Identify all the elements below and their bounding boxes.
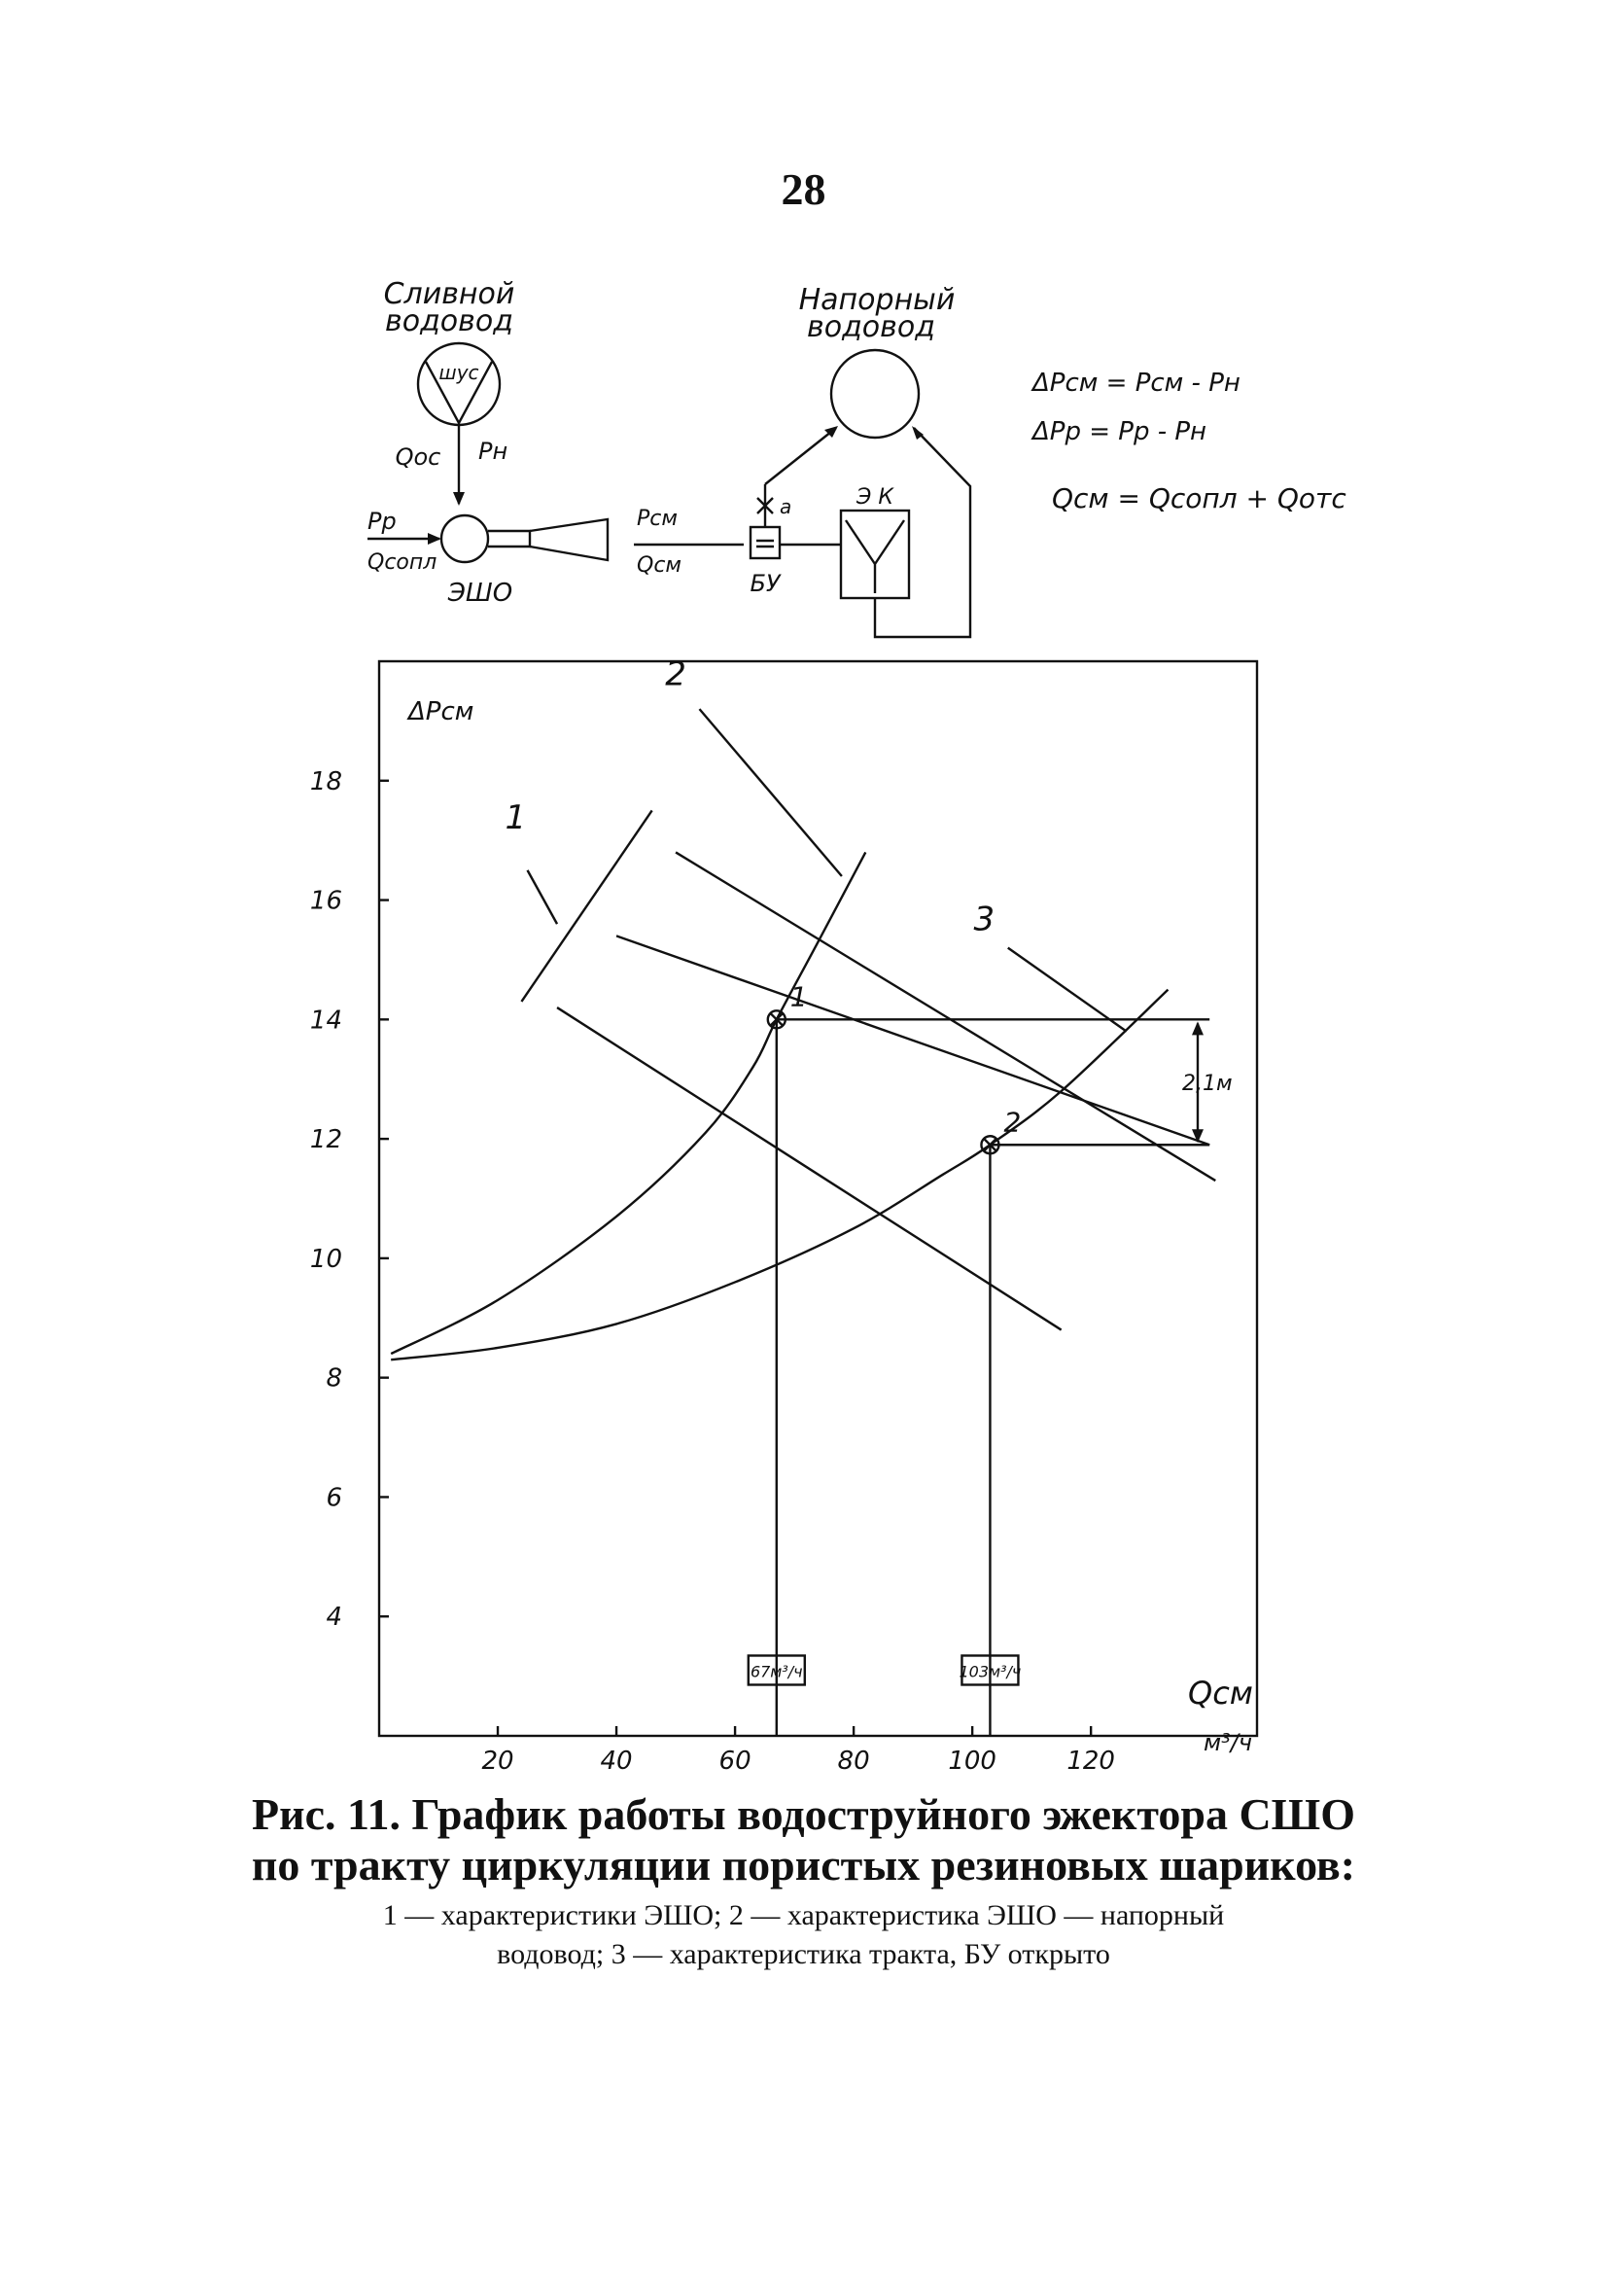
x-tick-label: 80: [837, 1747, 870, 1776]
delta-annotation: 2,1м: [1181, 1071, 1233, 1096]
arrow-down-icon: [1192, 1129, 1204, 1143]
arrow-up-icon: [1192, 1021, 1204, 1035]
point-value-label: 103м³/ч: [959, 1662, 1022, 1681]
formula-delta-psm: ΔPсм = Pсм - Pн: [1032, 369, 1240, 398]
x-ticks: [481, 1726, 1115, 1776]
ek-label: Э К: [856, 485, 893, 510]
drain-title-line2: водовод: [385, 304, 513, 338]
caption-legend-line2: водовод; 3 — характеристика тракта, БУ открыто: [497, 1938, 1110, 1970]
drain-title-line1: Сливной: [383, 277, 515, 311]
x-tick-label: 20: [481, 1747, 514, 1776]
x-tick-label: 100: [948, 1747, 996, 1776]
series-line-1: [676, 852, 1215, 1181]
leader-2: [699, 709, 841, 876]
series-line-1: [557, 1007, 1062, 1330]
y-tick-label: 4: [326, 1603, 342, 1633]
page-number: 28: [781, 164, 826, 214]
esho-label: ЭШО: [447, 579, 513, 608]
curve-labels: [506, 655, 1127, 1032]
y-tick-label: 10: [309, 1244, 342, 1274]
x-axis-label: Qсм: [1188, 1675, 1253, 1712]
leader-1: [528, 870, 558, 924]
y-axis-label: ΔPсм: [408, 697, 474, 726]
q-oc-label: Qос: [395, 443, 441, 471]
y-tick-label: 12: [309, 1125, 342, 1155]
x-tick-label: 60: [718, 1747, 751, 1776]
curve-label-3: 3: [973, 900, 996, 939]
series-group: [391, 852, 1215, 1360]
p-sm-label: Pсм: [637, 507, 678, 531]
y-tick-label: 14: [309, 1006, 342, 1036]
caption-legend-line1: 1 — характеристики ЭШО; 2 — характеристика ЭШО — напорный: [382, 1899, 1225, 1931]
point-label: 2: [1003, 1106, 1022, 1139]
curve-1-stroke: [521, 810, 651, 1001]
point-value-label: 67м³/ч: [750, 1662, 803, 1681]
q-sopl-label: Qсопл: [367, 550, 437, 575]
y-tick-label: 18: [309, 766, 342, 796]
formula-qsm: Qсм = Qсопл + Qотс: [1052, 482, 1346, 514]
bu-label: БУ: [750, 570, 781, 597]
curve-label-2: 2: [665, 654, 686, 694]
y-tick-label: 8: [326, 1363, 342, 1394]
p-n-label: Pн: [478, 438, 508, 465]
formula-delta-pr: ΔPр = Pр - Pн: [1032, 417, 1207, 446]
figure-caption-title: [0, 1789, 1607, 1890]
p-r-label: Pр: [367, 508, 397, 535]
x-tick-label: 120: [1066, 1747, 1115, 1776]
caption-title-line2: по тракту циркуляции пористых резиновых шариков:: [251, 1840, 1356, 1890]
guide-lines: [749, 980, 1209, 1736]
q-sm-label: Qсм: [637, 553, 682, 578]
figure-caption-legend: [0, 1896, 1607, 1974]
pressure-title-line2: водовод: [807, 310, 935, 344]
series-line-2: [391, 852, 865, 1354]
valve-a-label: а: [780, 495, 792, 518]
y-ticks: [310, 767, 389, 1632]
y-tick-label: 16: [309, 886, 342, 916]
x-axis-unit: м³/ч: [1204, 1729, 1252, 1756]
x-tick-label: 40: [600, 1747, 633, 1776]
point-label: 1: [789, 980, 808, 1013]
curve-label-1: 1: [505, 797, 527, 837]
caption-title-line1: Рис. 11. График работы водоструйного эжектора СШО: [252, 1789, 1355, 1839]
pressure-title-line1: Напорный: [798, 283, 956, 317]
y-tick-label: 6: [326, 1483, 342, 1513]
shus-label: шус: [438, 361, 479, 384]
series-line-3: [391, 990, 1168, 1360]
series-line-1: [616, 936, 1209, 1145]
